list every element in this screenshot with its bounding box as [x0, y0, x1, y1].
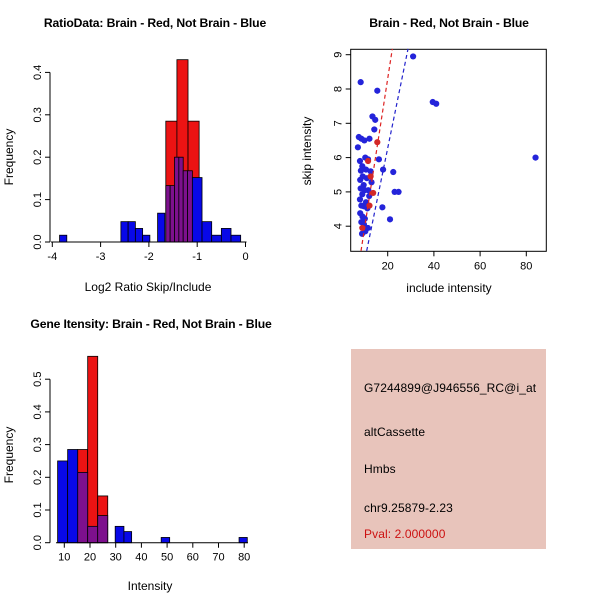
svg-text:-3: -3	[95, 251, 106, 263]
gene-hist-ylabel: Frequency	[2, 426, 16, 484]
svg-text:20: 20	[83, 551, 97, 564]
svg-text:50: 50	[160, 551, 174, 564]
panel-ratio-hist	[0, 0, 300, 300]
ratio-hist-title: RatioData: Brain - Red, Not Brain - Blue	[43, 16, 267, 30]
svg-text:0.0: 0.0	[32, 234, 44, 250]
info-pval: Pval: 2.000000	[364, 527, 446, 541]
svg-text:0.4: 0.4	[32, 64, 44, 81]
ratio-hist-layer	[32, 60, 249, 263]
svg-text:9: 9	[332, 51, 345, 58]
ratio-hist-plot	[0, 0, 300, 300]
svg-text:30: 30	[109, 551, 122, 564]
ratio-hist-xlabel: Log2 Ratio Skip/Include	[84, 280, 212, 294]
panel-gene-info	[300, 300, 600, 600]
svg-text:0.2: 0.2	[32, 469, 44, 485]
panel-gene-hist	[0, 300, 300, 600]
svg-text:70: 70	[212, 551, 225, 564]
gene-hist-layer	[32, 356, 250, 563]
ratio-hist-ylabel: Frequency	[2, 128, 16, 186]
svg-text:-4: -4	[47, 251, 58, 263]
svg-text:60: 60	[186, 551, 199, 564]
svg-text:80: 80	[238, 551, 251, 564]
info-locus: chr9.25879-2.23	[364, 501, 453, 515]
svg-text:-2: -2	[144, 251, 154, 263]
svg-text:0.4: 0.4	[32, 404, 44, 420]
info-box	[351, 349, 546, 549]
svg-text:8: 8	[332, 85, 345, 93]
svg-text:0.1: 0.1	[32, 191, 44, 208]
svg-text:10: 10	[58, 551, 71, 564]
info-splice-type: altCassette	[364, 425, 426, 439]
svg-text:0.5: 0.5	[32, 371, 44, 387]
svg-text:40: 40	[427, 260, 441, 273]
svg-text:20: 20	[381, 260, 394, 273]
svg-text:0.3: 0.3	[32, 107, 44, 123]
svg-text:6: 6	[332, 154, 345, 161]
svg-text:0.2: 0.2	[32, 149, 44, 165]
scatter-title: Brain - Red, Not Brain - Blue	[369, 16, 529, 30]
info-gene-symbol: Hmbs	[364, 462, 396, 476]
svg-text:7: 7	[332, 120, 345, 127]
scatter-layer	[333, 49, 547, 272]
svg-text:0.0: 0.0	[32, 535, 44, 551]
info-probe-id: G7244899@J946556_RC@i_at	[364, 381, 537, 395]
panel-scatter	[300, 0, 600, 300]
svg-text:0: 0	[242, 251, 249, 263]
scatter-ylabel: skip intensity	[300, 116, 314, 186]
scatter-plot	[300, 0, 600, 300]
scatter-xlabel: include intensity	[406, 281, 492, 295]
svg-text:0.3: 0.3	[32, 436, 44, 453]
svg-text:5: 5	[332, 188, 345, 195]
svg-text:60: 60	[473, 260, 487, 273]
gene-hist-plot	[0, 300, 300, 600]
svg-text:-1: -1	[192, 251, 203, 263]
gene-hist-xlabel: Intensity	[127, 579, 173, 593]
gene-hist-title: Gene Itensity: Brain - Red, Not Brain - Blue	[30, 317, 272, 331]
svg-text:40: 40	[135, 551, 148, 564]
svg-text:4: 4	[332, 223, 345, 230]
svg-text:80: 80	[520, 260, 533, 273]
svg-text:0.1: 0.1	[32, 502, 44, 518]
